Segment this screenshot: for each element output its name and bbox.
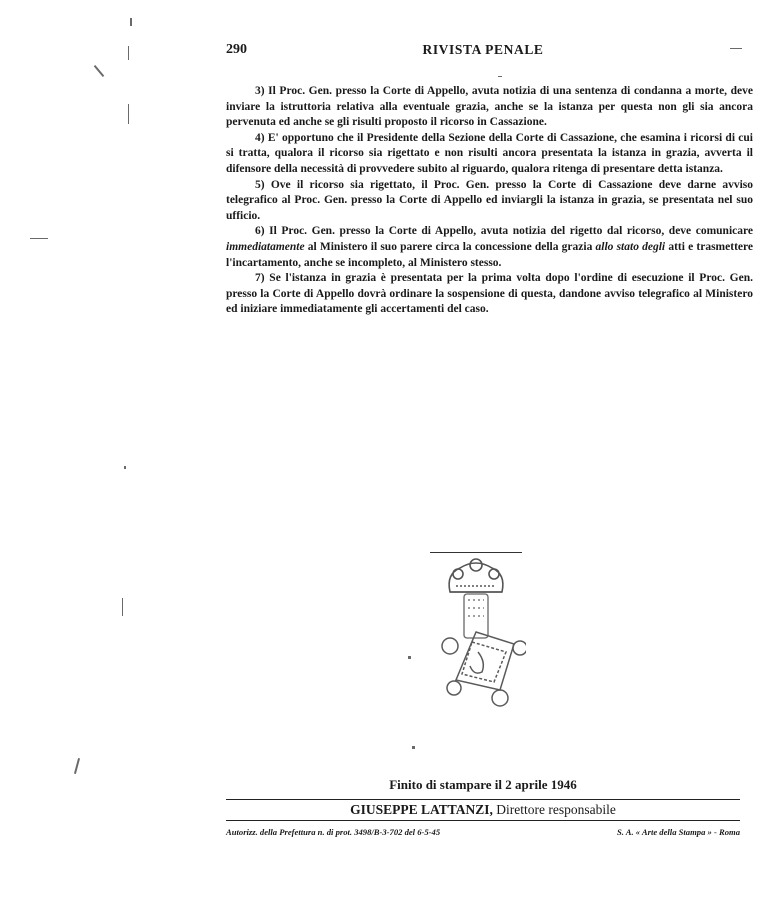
paragraph-7: 7) Se l'istanza in grazia è presentata per la prima volta dopo l'ordine di esecuzione il Proc. Gen. presso la Corte di Appello dovrà ordinare la sospensione di questa, dandone avviso telegrafico al Ministero ed iniziare immediatamente gli accertamenti del caso. bbox=[226, 272, 753, 316]
scan-speck bbox=[122, 598, 123, 616]
director-name: GIUSEPPE LATTANZI, bbox=[350, 802, 493, 817]
crest-top-rule bbox=[430, 552, 522, 553]
page-header bbox=[226, 42, 740, 62]
savoy-knot-icon bbox=[442, 632, 526, 706]
body-text bbox=[226, 84, 753, 318]
scan-speck bbox=[74, 758, 80, 774]
paragraph-5: 5) Ove il ricorso sia rigettato, il Proc. Gen. presso la Corte di Cassazione deve darne avviso telegrafico al Proc. Gen. presso la Corte di Appello ed inviargli la istanza in grazia, se presentata nel suo ufficio. bbox=[226, 178, 753, 222]
emphasis-allo-stato-degli: allo stato degli bbox=[595, 240, 666, 253]
paragraph-6-part1: 6) Il Proc. Gen. presso la Corte di Appello, avuta notizia del rigetto dal ricorso, deve comunicare bbox=[255, 225, 753, 238]
scan-speck bbox=[30, 238, 48, 239]
scan-speck bbox=[408, 656, 411, 659]
paragraph-6 bbox=[226, 224, 753, 271]
scan-speck bbox=[130, 18, 132, 26]
director-line bbox=[226, 802, 740, 818]
paragraph-4: 4) E' opportuno che il Presidente della Sezione della Corte di Cassazione, che esamina i ricorsi di cui si tratta, qualora il ricorso sia rigettato e non risulti ancora presentata la istanza in grazia, avverta il difensore della necessità di provvedere subito al riguardo, qualora ritenga di presentare detta istanza. bbox=[226, 131, 753, 175]
running-title: RIVISTA PENALE bbox=[422, 42, 544, 57]
printer-name: S. A. « Arte della Stampa » - Roma bbox=[616, 827, 740, 837]
crest-drawing bbox=[426, 552, 526, 712]
scan-speck bbox=[412, 746, 415, 749]
scan-speck bbox=[730, 48, 742, 49]
colophon-rule-bottom bbox=[226, 820, 740, 821]
scan-speck bbox=[128, 104, 129, 124]
colophon-rule-top bbox=[226, 799, 740, 800]
paragraph-3: 3) Il Proc. Gen. presso la Corte di Appello, avuta notizia di una sentenza di condanna a morte, deve inviare la istruttoria relativa alla eventuale grazia, anche se la istanza per questa non gli sia ancora pervenuta ed anche se gli risulti proposto il ricorso in Cassazione. bbox=[226, 85, 753, 129]
scan-speck bbox=[498, 76, 502, 77]
scan-speck bbox=[94, 65, 105, 77]
authorization-notice: Autorizz. della Prefettura n. di prot. 3498/B-3-702 del 6-5-45 bbox=[226, 827, 441, 837]
director-role: Direttore responsabile bbox=[496, 802, 616, 817]
scan-speck bbox=[124, 466, 126, 469]
emphasis-immediatamente: immediatamente bbox=[226, 240, 305, 253]
page-number: 290 bbox=[226, 42, 247, 57]
royal-crest-emblem bbox=[426, 552, 526, 712]
scan-speck bbox=[128, 46, 129, 60]
paragraph-6-part2: al Ministero il suo parere circa la concessione della grazia bbox=[304, 240, 596, 253]
print-date: Finito di stampare il 2 aprile 1946 bbox=[389, 777, 577, 792]
paragraph-6-part3: atti e trasmettere l'incartamento, anche se incompleto, al Ministero stesso. bbox=[226, 240, 753, 269]
crown-icon bbox=[449, 559, 503, 592]
